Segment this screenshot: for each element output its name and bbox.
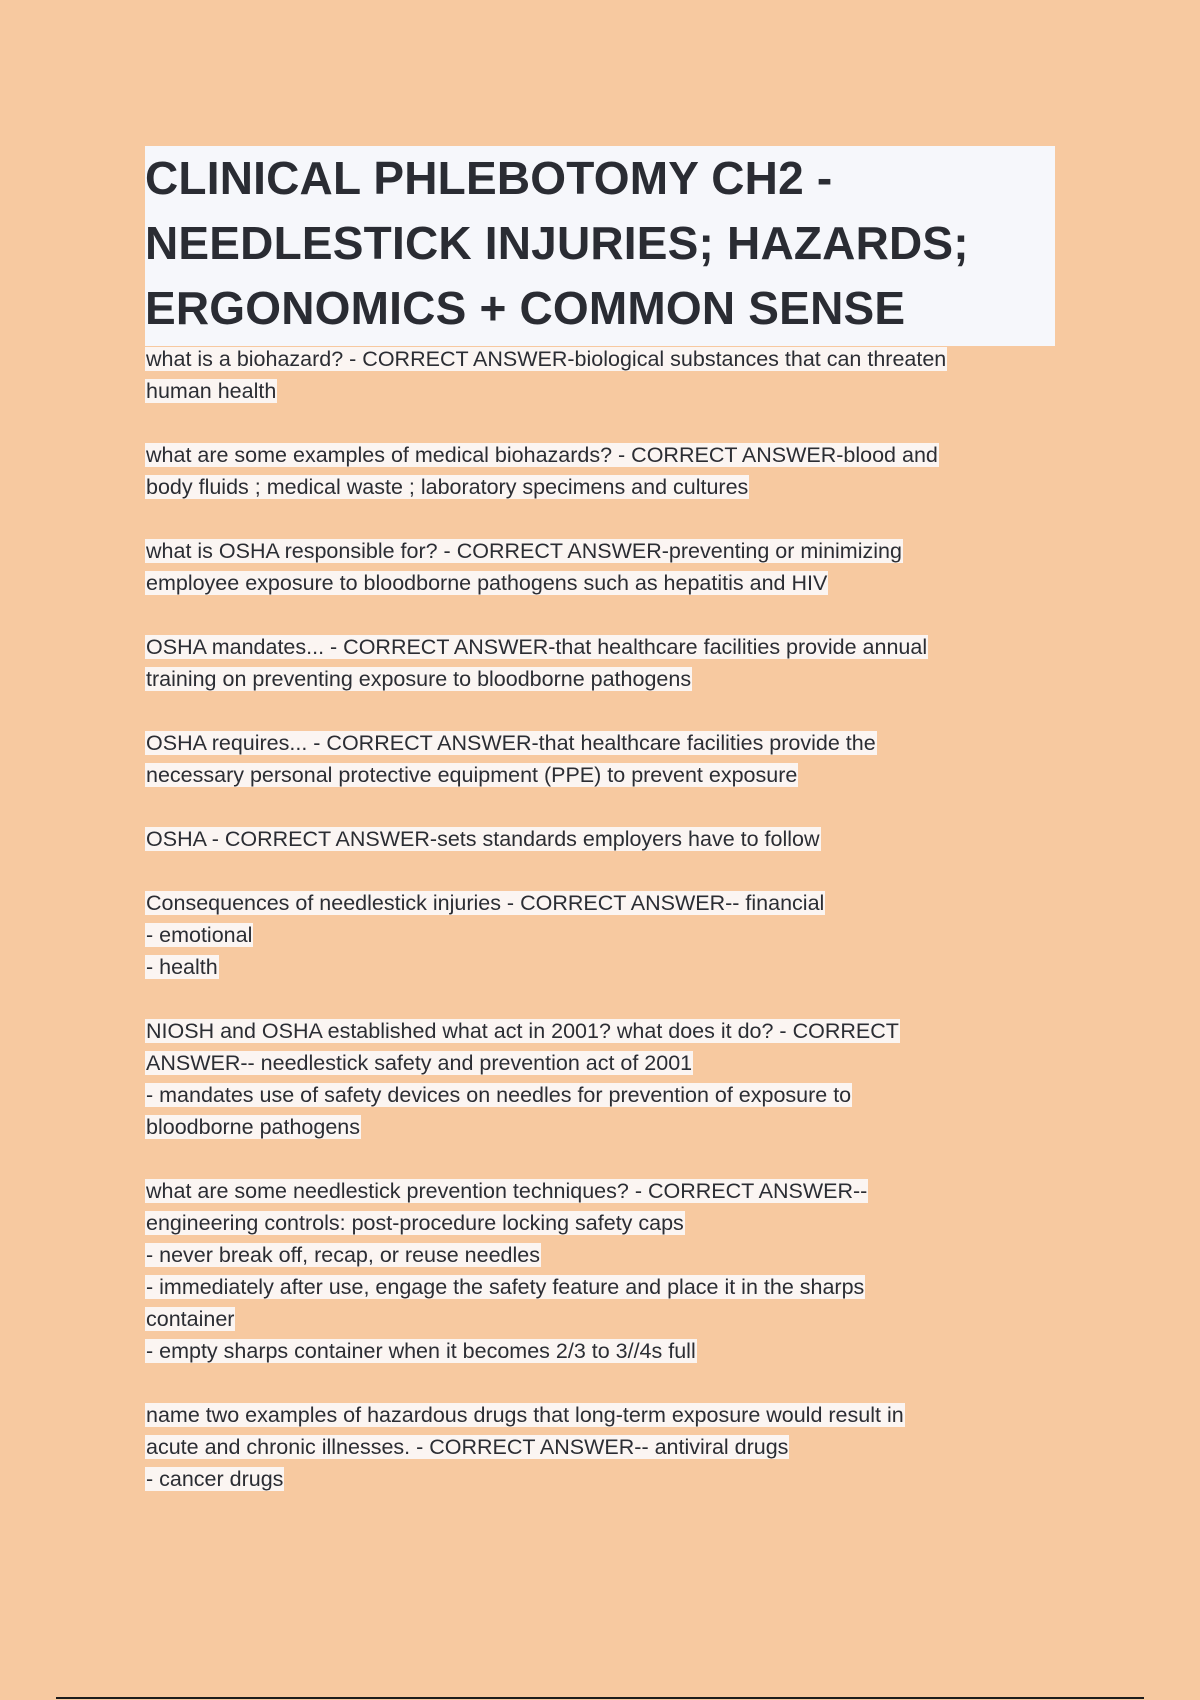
qa-line: what is OSHA responsible for? - CORRECT ANSWER-preventing or minimizing bbox=[146, 539, 902, 563]
qa-entry bbox=[145, 727, 1065, 791]
qa-line: - health bbox=[146, 955, 218, 979]
qa-line: - cancer drugs bbox=[146, 1467, 284, 1491]
qa-line: bloodborne pathogens bbox=[146, 1115, 360, 1139]
qa-entry bbox=[145, 631, 1065, 695]
qa-entry bbox=[145, 1175, 1065, 1367]
qa-line: - emotional bbox=[146, 923, 253, 947]
page-bottom-rule bbox=[56, 1697, 1144, 1699]
qa-entry bbox=[145, 823, 1065, 855]
qa-line: acute and chronic illnesses. - CORRECT ANSWER-- antiviral drugs bbox=[146, 1435, 789, 1459]
qa-entry bbox=[145, 439, 1065, 503]
qa-line: employee exposure to bloodborne pathogens such as hepatitis and HIV bbox=[146, 571, 828, 595]
qa-entry bbox=[145, 535, 1065, 599]
qa-line: Consequences of needlestick injuries - CORRECT ANSWER-- financial bbox=[146, 891, 825, 915]
qa-entry bbox=[145, 887, 1065, 983]
qa-line: NIOSH and OSHA established what act in 2001? what does it do? - CORRECT bbox=[146, 1019, 899, 1043]
title-line: ERGONOMICS + COMMON SENSE bbox=[145, 282, 906, 334]
qa-entry bbox=[145, 1399, 1065, 1495]
document-title bbox=[145, 146, 1055, 346]
title-line: NEEDLESTICK INJURIES; HAZARDS; bbox=[145, 217, 969, 269]
qa-line: OSHA mandates... - CORRECT ANSWER-that healthcare facilities provide annual bbox=[146, 635, 928, 659]
qa-line: container bbox=[146, 1307, 235, 1331]
qa-line: - mandates use of safety devices on needles for prevention of exposure to bbox=[146, 1083, 852, 1107]
qa-list bbox=[145, 343, 1065, 1527]
qa-line: - empty sharps container when it becomes 2/3 to 3//4s full bbox=[146, 1339, 696, 1363]
qa-line: necessary personal protective equipment (PPE) to prevent exposure bbox=[146, 763, 798, 787]
qa-line: OSHA requires... - CORRECT ANSWER-that healthcare facilities provide the bbox=[146, 731, 876, 755]
qa-line: ANSWER-- needlestick safety and prevention act of 2001 bbox=[146, 1051, 693, 1075]
qa-entry bbox=[145, 343, 1065, 407]
qa-line: human health bbox=[146, 379, 277, 403]
qa-line: what are some needlestick prevention techniques? - CORRECT ANSWER-- bbox=[146, 1179, 868, 1203]
title-line: CLINICAL PHLEBOTOMY CH2 - bbox=[145, 152, 833, 204]
qa-line: what is a biohazard? - CORRECT ANSWER-biological substances that can threaten bbox=[146, 347, 947, 371]
qa-entry bbox=[145, 1015, 1065, 1143]
qa-line: body fluids ; medical waste ; laboratory specimens and cultures bbox=[146, 475, 749, 499]
qa-line: what are some examples of medical biohazards? - CORRECT ANSWER-blood and bbox=[146, 443, 938, 467]
qa-line: OSHA - CORRECT ANSWER-sets standards employers have to follow bbox=[146, 827, 820, 851]
qa-line: training on preventing exposure to bloodborne pathogens bbox=[146, 667, 692, 691]
qa-line: - immediately after use, engage the safety feature and place it in the sharps bbox=[146, 1275, 865, 1299]
qa-line: name two examples of hazardous drugs that long-term exposure would result in bbox=[146, 1403, 904, 1427]
qa-line: - never break off, recap, or reuse needles bbox=[146, 1243, 540, 1267]
qa-line: engineering controls: post-procedure locking safety caps bbox=[146, 1211, 684, 1235]
